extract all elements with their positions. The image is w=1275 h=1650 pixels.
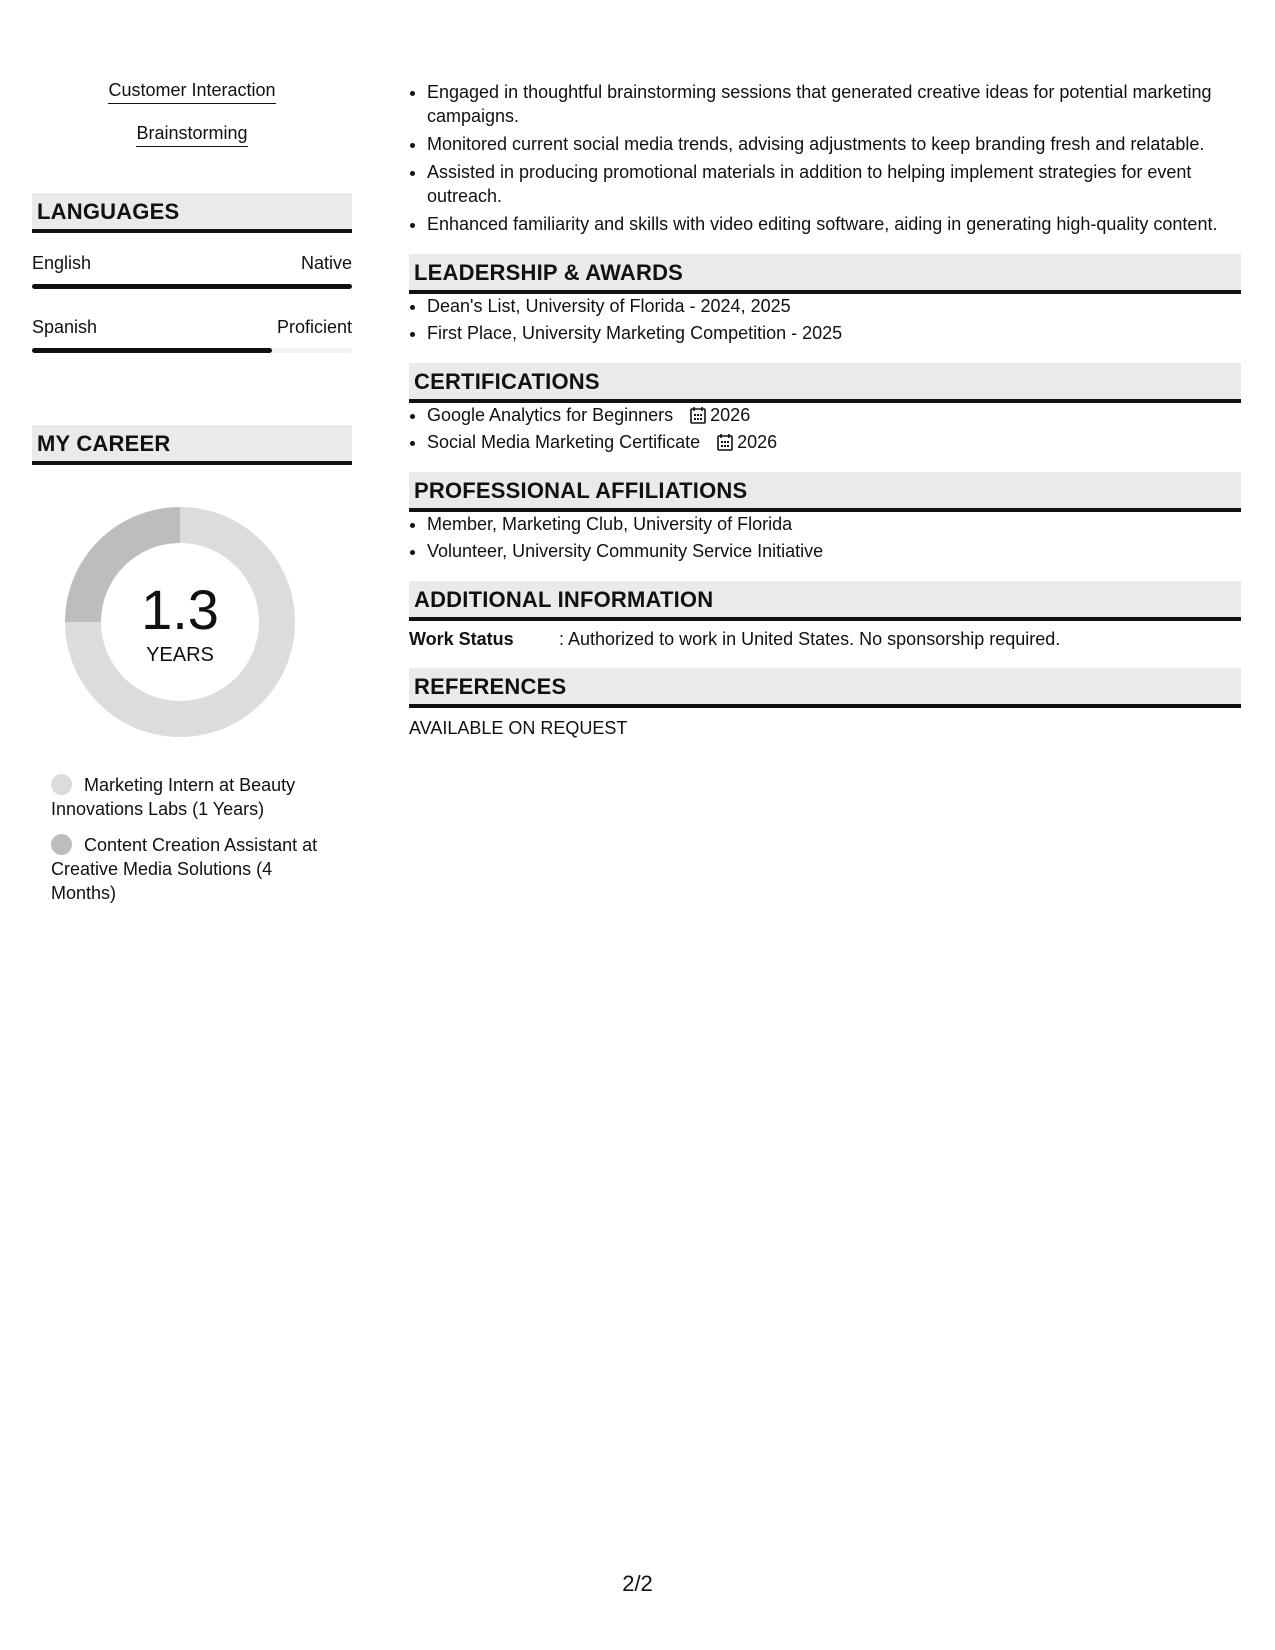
list-item: • Enhanced familiarity and skills with video editing software, aiding in generating high-quality content. xyxy=(427,212,1241,236)
additional-info-heading: ADDITIONAL INFORMATION xyxy=(409,581,1241,621)
cert-year: 2026 xyxy=(737,432,778,452)
language-name: Spanish xyxy=(32,317,98,337)
career-total: 1.3 xyxy=(141,577,219,641)
career-heading: MY CAREER xyxy=(32,425,352,465)
career-legend-item: Marketing Intern at Beauty Innovations Labs (1 Years) xyxy=(51,775,296,819)
certifications-heading: CERTIFICATIONS xyxy=(409,363,1241,403)
references-heading: REFERENCES xyxy=(409,668,1241,708)
affiliations-heading: PROFESSIONAL AFFILIATIONS xyxy=(409,472,1241,512)
list-item: • Engaged in thoughtful brainstorming sessions that generated creative ideas for potential marketing campaigns. xyxy=(427,80,1241,128)
page-number: 2/2 xyxy=(622,1571,653,1596)
list-item: • Monitored current social media trends, advising adjustments to keep branding fresh and relatable. xyxy=(427,132,1241,156)
affiliations-section xyxy=(409,472,1241,563)
list-item: • Social Media Marketing Certificate 2026 xyxy=(427,430,1241,454)
legend-dot xyxy=(51,834,72,855)
leadership-heading: LEADERSHIP & AWARDS xyxy=(409,254,1241,294)
language-spanish xyxy=(32,317,352,353)
language-level: Proficient xyxy=(276,317,352,337)
language-bar xyxy=(32,348,352,353)
language-bar-fill xyxy=(32,348,272,353)
list-item: • Member, Marketing Club, University of Florida xyxy=(427,512,1241,536)
leadership-section xyxy=(409,254,1241,345)
references-text: AVAILABLE ON REQUEST xyxy=(409,718,628,738)
cert-year: 2026 xyxy=(710,405,751,425)
right-column xyxy=(409,80,1241,739)
calendar-icon xyxy=(690,406,706,424)
career-legend xyxy=(51,773,321,905)
language-bar-fill xyxy=(32,284,352,289)
list-item: • Volunteer, University Community Service Initiative xyxy=(427,539,1241,563)
career-donut-chart xyxy=(65,507,295,737)
languages-heading: LANGUAGES xyxy=(32,193,352,233)
experience-bullets xyxy=(409,80,1241,236)
list-item: • Dean's List, University of Florida - 2024, 2025 xyxy=(427,294,1241,318)
skill-item: Brainstorming xyxy=(32,123,352,147)
work-status-label: Work Status xyxy=(409,629,514,649)
language-name: English xyxy=(32,253,92,273)
language-level: Native xyxy=(300,253,352,273)
list-item: • Google Analytics for Beginners 2026 xyxy=(427,403,1241,427)
career-unit: YEARS xyxy=(146,643,214,666)
language-bar xyxy=(32,284,352,289)
language-english xyxy=(32,253,352,289)
work-status-value: : Authorized to work in United States. No sponsorship required. xyxy=(559,629,1061,649)
calendar-icon xyxy=(717,433,733,451)
list-item: • First Place, University Marketing Competition - 2025 xyxy=(427,321,1241,345)
references-section xyxy=(409,668,1241,739)
additional-info-section xyxy=(409,581,1241,650)
career-legend-item: Content Creation Assistant at Creative Media Solutions (4 Months) xyxy=(51,835,318,903)
certifications-section xyxy=(409,363,1241,454)
legend-dot xyxy=(51,774,72,795)
skill-item: Customer Interaction xyxy=(32,80,352,104)
list-item: • Assisted in producing promotional materials in addition to helping implement strategies for event outreach. xyxy=(427,160,1241,208)
left-column xyxy=(32,80,352,917)
